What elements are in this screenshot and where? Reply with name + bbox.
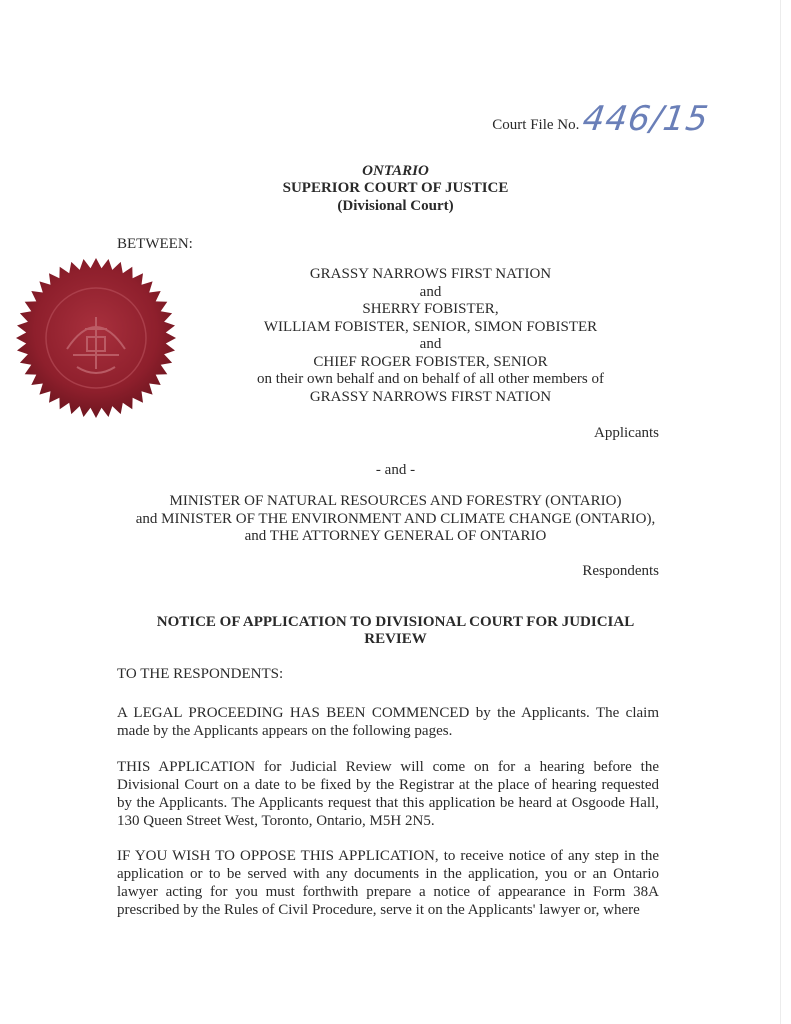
notice-title-line-2: REVIEW (364, 631, 427, 647)
paragraph-1: A LEGAL PROCEEDING HAS BEEN COMMENCED by the Applicants. The claim made by the Applicants appears on the following pages. (117, 705, 659, 739)
applicant-line-6: CHIEF ROGER FOBISTER, SENIOR (313, 354, 548, 370)
and-separator: - and - (375, 462, 416, 478)
applicants-label: Applicants (594, 425, 659, 441)
applicant-line-7: on their own behalf and on behalf of all other members of (257, 371, 604, 387)
court-file-number-label: Court File No. (492, 117, 580, 133)
respondent-line-3: and THE ATTORNEY GENERAL OF ONTARIO (244, 528, 547, 544)
between-label: BETWEEN: (117, 236, 193, 252)
applicant-line-2: and (419, 284, 442, 300)
court-name: SUPERIOR COURT OF JUSTICE (282, 180, 509, 196)
paragraph-2: THIS APPLICATION for Judicial Review will come on for a hearing before the Divisional Court on a date to be fixed by the Registrar at the place of hearing requested by the Applicants. The Applicants request that this application be heard at Osgoode Hall, 130 Queen Street West, Toronto, Ontario, M5H 2N5. (117, 759, 659, 829)
respondents-label: Respondents (582, 563, 659, 579)
to-respondents-heading: TO THE RESPONDENTS: (117, 666, 284, 682)
applicant-line-3: SHERRY FOBISTER, (362, 301, 499, 317)
court-province: ONTARIO (362, 163, 429, 179)
respondent-line-1: MINISTER OF NATURAL RESOURCES AND FORESTRY (ONTARIO) (169, 493, 622, 509)
notice-title-line-1: NOTICE OF APPLICATION TO DIVISIONAL COURT FOR JUDICIAL (156, 614, 635, 630)
applicant-line-1: GRASSY NARROWS FIRST NATION (309, 266, 552, 282)
applicant-line-5: and (419, 336, 442, 352)
court-file-number-handwritten: 446/15 (580, 99, 712, 139)
applicant-line-8: GRASSY NARROWS FIRST NATION (309, 389, 552, 405)
court-division: (Divisional Court) (337, 198, 454, 214)
paragraph-3: IF YOU WISH TO OPPOSE THIS APPLICATION, to receive notice of any step in the application or to be served with any documents in the application, you or an Ontario lawyer acting for you must forthwith prepare a notice of appearance in Form 38A prescribed by the Rules of Civil Procedure, serve it on the Applicants' lawyer or, where (117, 848, 659, 918)
applicant-line-4: WILLIAM FOBISTER, SENIOR, SIMON FOBISTER (263, 319, 598, 335)
respondent-line-2: and MINISTER OF THE ENVIRONMENT AND CLIMATE CHANGE (ONTARIO), (135, 511, 656, 527)
court-file-number (492, 99, 712, 139)
